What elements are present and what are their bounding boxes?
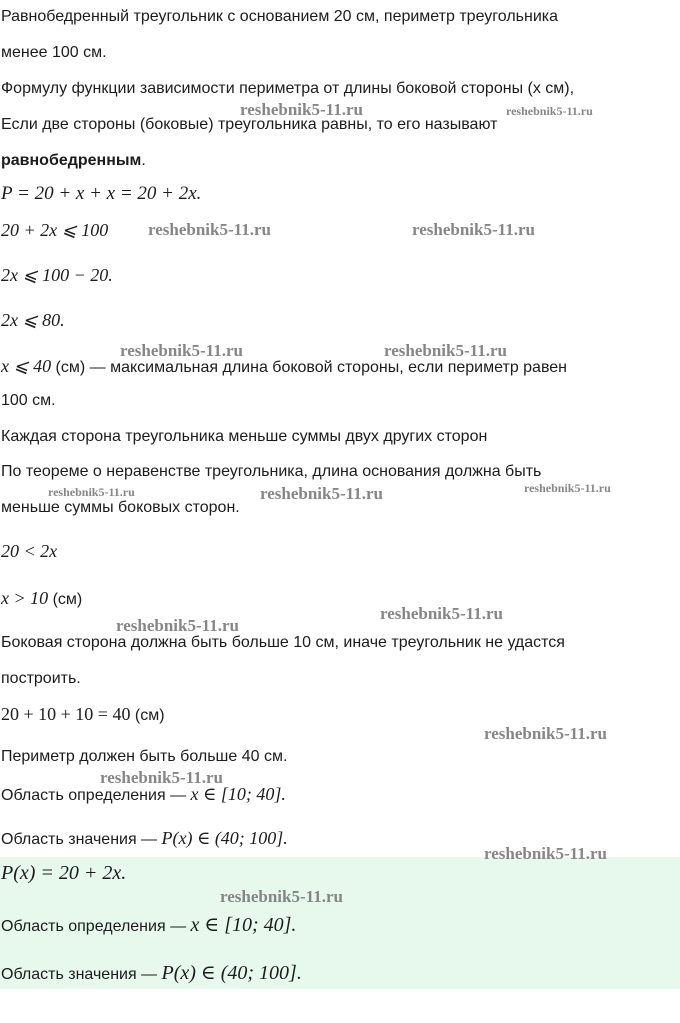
answer-formula: P(x) = 20 + 2x. xyxy=(1,862,127,884)
watermark: reshebnik5-11.ru xyxy=(48,485,135,499)
watermark: reshebnik5-11.ru xyxy=(120,341,243,360)
watermark: reshebnik5-11.ru xyxy=(380,604,503,623)
text-line: Область значения — P(x) ∈ (40; 100]. xyxy=(1,828,288,848)
text-line: Боковая сторона должна быть больше 10 см, иначе треугольник не удастся xyxy=(1,634,565,651)
math-line: 20 + 2x ⩽ 100 xyxy=(1,220,109,240)
text-line: построить. xyxy=(1,670,81,687)
watermark: reshebnik5-11.ru xyxy=(484,844,607,863)
watermark: reshebnik5-11.ru xyxy=(384,341,507,360)
text-line: x > 10 (см) xyxy=(1,588,83,608)
text-line: Равнобедренный треугольник с основанием 20 см, периметр треугольника xyxy=(1,8,559,25)
watermark: reshebnik5-11.ru xyxy=(100,768,223,787)
math-line: 2x ⩽ 80. xyxy=(1,310,65,330)
watermark: reshebnik5-11.ru xyxy=(220,887,343,906)
watermark: reshebnik5-11.ru xyxy=(260,484,383,503)
formula-line: P = 20 + x + x = 20 + 2x. xyxy=(1,183,202,204)
text-line: Область определения — x ∈ [10; 40]. xyxy=(1,784,286,804)
text-line: менее 100 см. xyxy=(1,44,107,61)
text-line: 20 + 10 + 10 = 40 (см) xyxy=(1,704,165,724)
text-line: Периметр должен быть больше 40 см. xyxy=(1,748,288,765)
watermark: reshebnik5-11.ru xyxy=(506,104,593,118)
math-line: 2x ⩽ 100 − 20. xyxy=(1,265,113,285)
text-line: меньше суммы боковых сторон. xyxy=(1,499,240,516)
answer-range: Область значения — P(x) ∈ (40; 100]. xyxy=(1,962,302,984)
answer-domain: Область определения — x ∈ [10; 40]. xyxy=(1,914,297,936)
text-line: равнобедренным. xyxy=(1,152,146,169)
text-line: 100 см. xyxy=(1,392,56,409)
bold-term: равнобедренным xyxy=(1,152,142,169)
watermark: reshebnik5-11.ru xyxy=(240,100,363,119)
text-line: Каждая сторона треугольника меньше суммы двух других сторон xyxy=(1,428,488,445)
text-line: Если две стороны (боковые) треугольника равны, то его называют xyxy=(1,116,498,133)
watermark: reshebnik5-11.ru xyxy=(524,481,611,495)
text-line: По теореме о неравенстве треугольника, длина основания должна быть xyxy=(1,463,542,480)
watermark: reshebnik5-11.ru xyxy=(484,724,607,743)
text-line: Формулу функции зависимости периметра от длины боковой стороны (x см), xyxy=(1,80,575,97)
math-line: 20 < 2x xyxy=(1,541,58,561)
watermark: reshebnik5-11.ru xyxy=(412,220,535,239)
watermark: reshebnik5-11.ru xyxy=(148,220,271,239)
text-line: x ⩽ 40 (см) — максимальная длина боковой стороны, если периметр равен xyxy=(1,356,568,376)
watermark: reshebnik5-11.ru xyxy=(116,616,239,635)
